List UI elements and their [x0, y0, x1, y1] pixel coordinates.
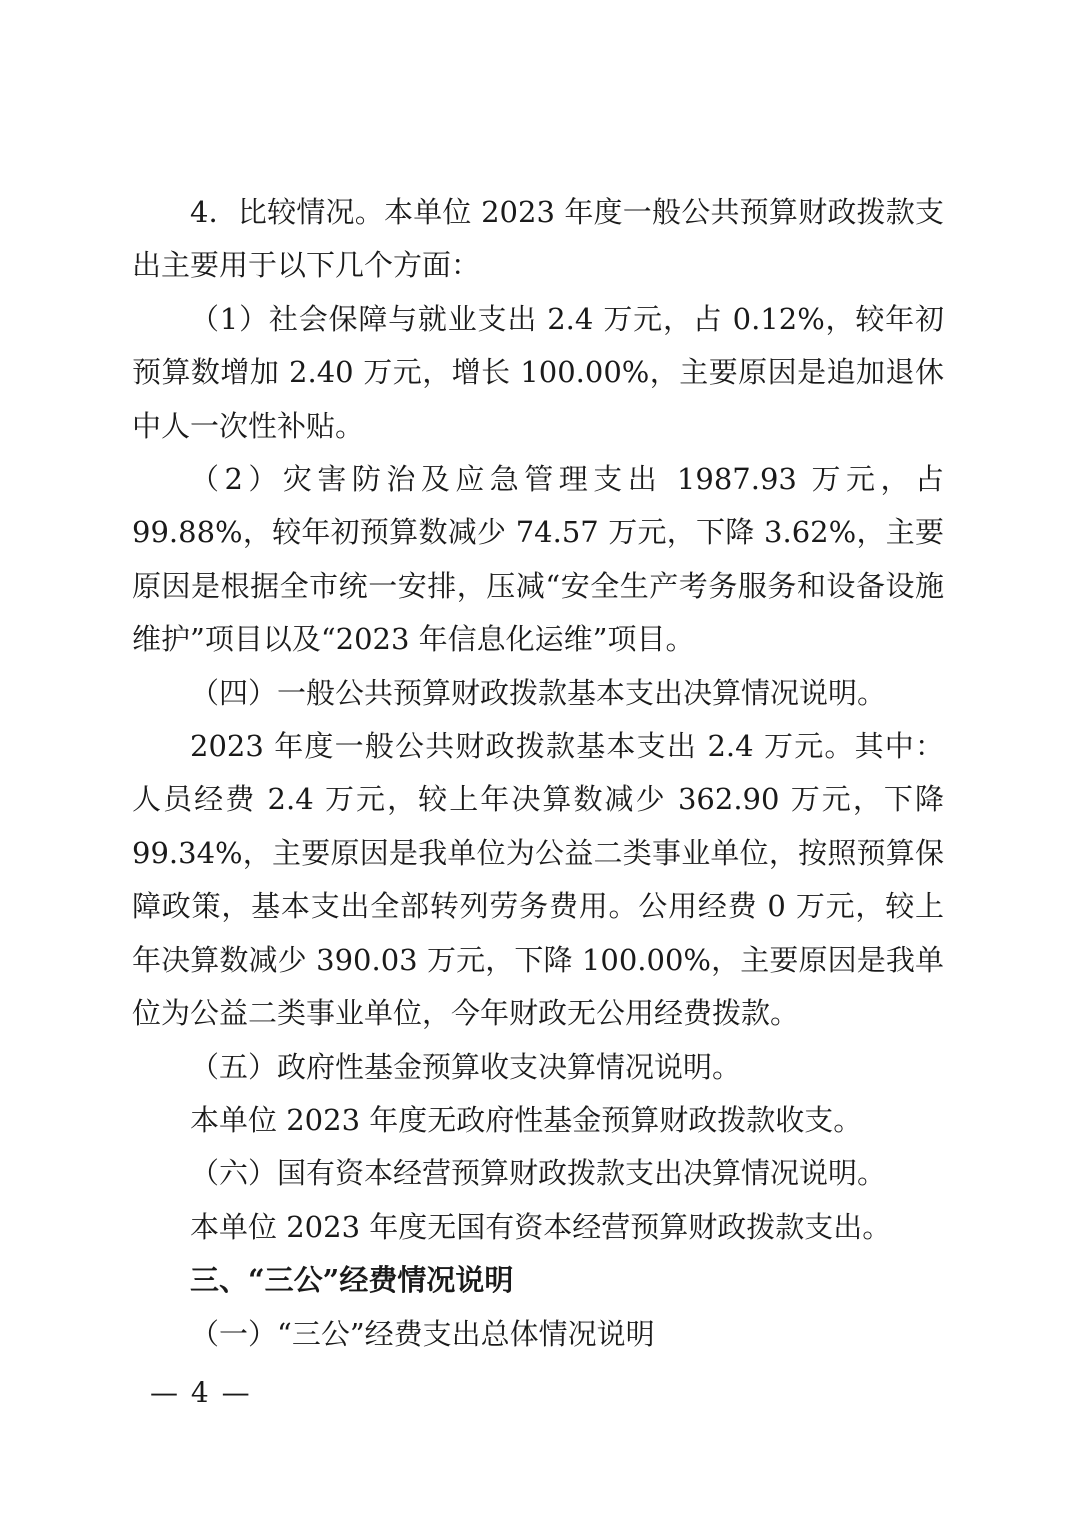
paragraph-comparison-intro: 4．比较情况。本单位 2023 年度一般公共预算财政拨款支出主要用于以下几个方面： — [132, 195, 944, 283]
heading-three-public-overview: （一）“三公”经费支出总体情况说明 — [190, 1316, 655, 1351]
heading-state-capital: （六）国有资本经营预算财政拨款支出决算情况说明。 — [190, 1156, 887, 1191]
heading-government-fund: （五）政府性基金预算收支决算情况说明。 — [190, 1049, 742, 1084]
paragraph-government-fund: 本单位 2023 年度无政府性基金预算财政拨款收支。 — [190, 1102, 863, 1137]
heading-three-public-expenses: 三、“三公”经费情况说明 — [190, 1263, 514, 1298]
paragraph-state-capital: 本单位 2023 年度无国有资本经营预算财政拨款支出。 — [190, 1209, 892, 1244]
paragraph-social-security: （1）社会保障与就业支出 2.4 万元，占 0.12%，较年初预算数增加 2.40 万元，增长 100.00%，主要原因是追加退休中人一次性补贴。 — [132, 301, 944, 443]
page-number: — 4 — — [150, 1376, 252, 1409]
document-body — [132, 186, 944, 1361]
paragraph-disaster-prevention: （2）灾害防治及应急管理支出 1987.93 万元，占 99.88%，较年初预算数减少 74.57 万元，下降 3.62%，主要原因是根据全市统一安排，压减“安全生产考务服务和设备设施维护”项目以及“2023 年信息化运维”项目。 — [132, 462, 944, 657]
heading-basic-expenditure: （四）一般公共预算财政拨款基本支出决算情况说明。 — [190, 675, 887, 710]
paragraph-basic-expenditure: 2023 年度一般公共财政拨款基本支出 2.4 万元。其中：人员经费 2.4 万元，较上年决算数减少 362.90 万元，下降 99.34%，主要原因是我单位为公益二类事业单位，按照预算保障政策，基本支出全部转列劳务费用。公用经费 0 万元，较上年决算数减少 390.03 万元，下降 100.00%，主要原因是我单位为公益二类事业单位，今年财政无公用经费拨款。 — [132, 729, 944, 1031]
